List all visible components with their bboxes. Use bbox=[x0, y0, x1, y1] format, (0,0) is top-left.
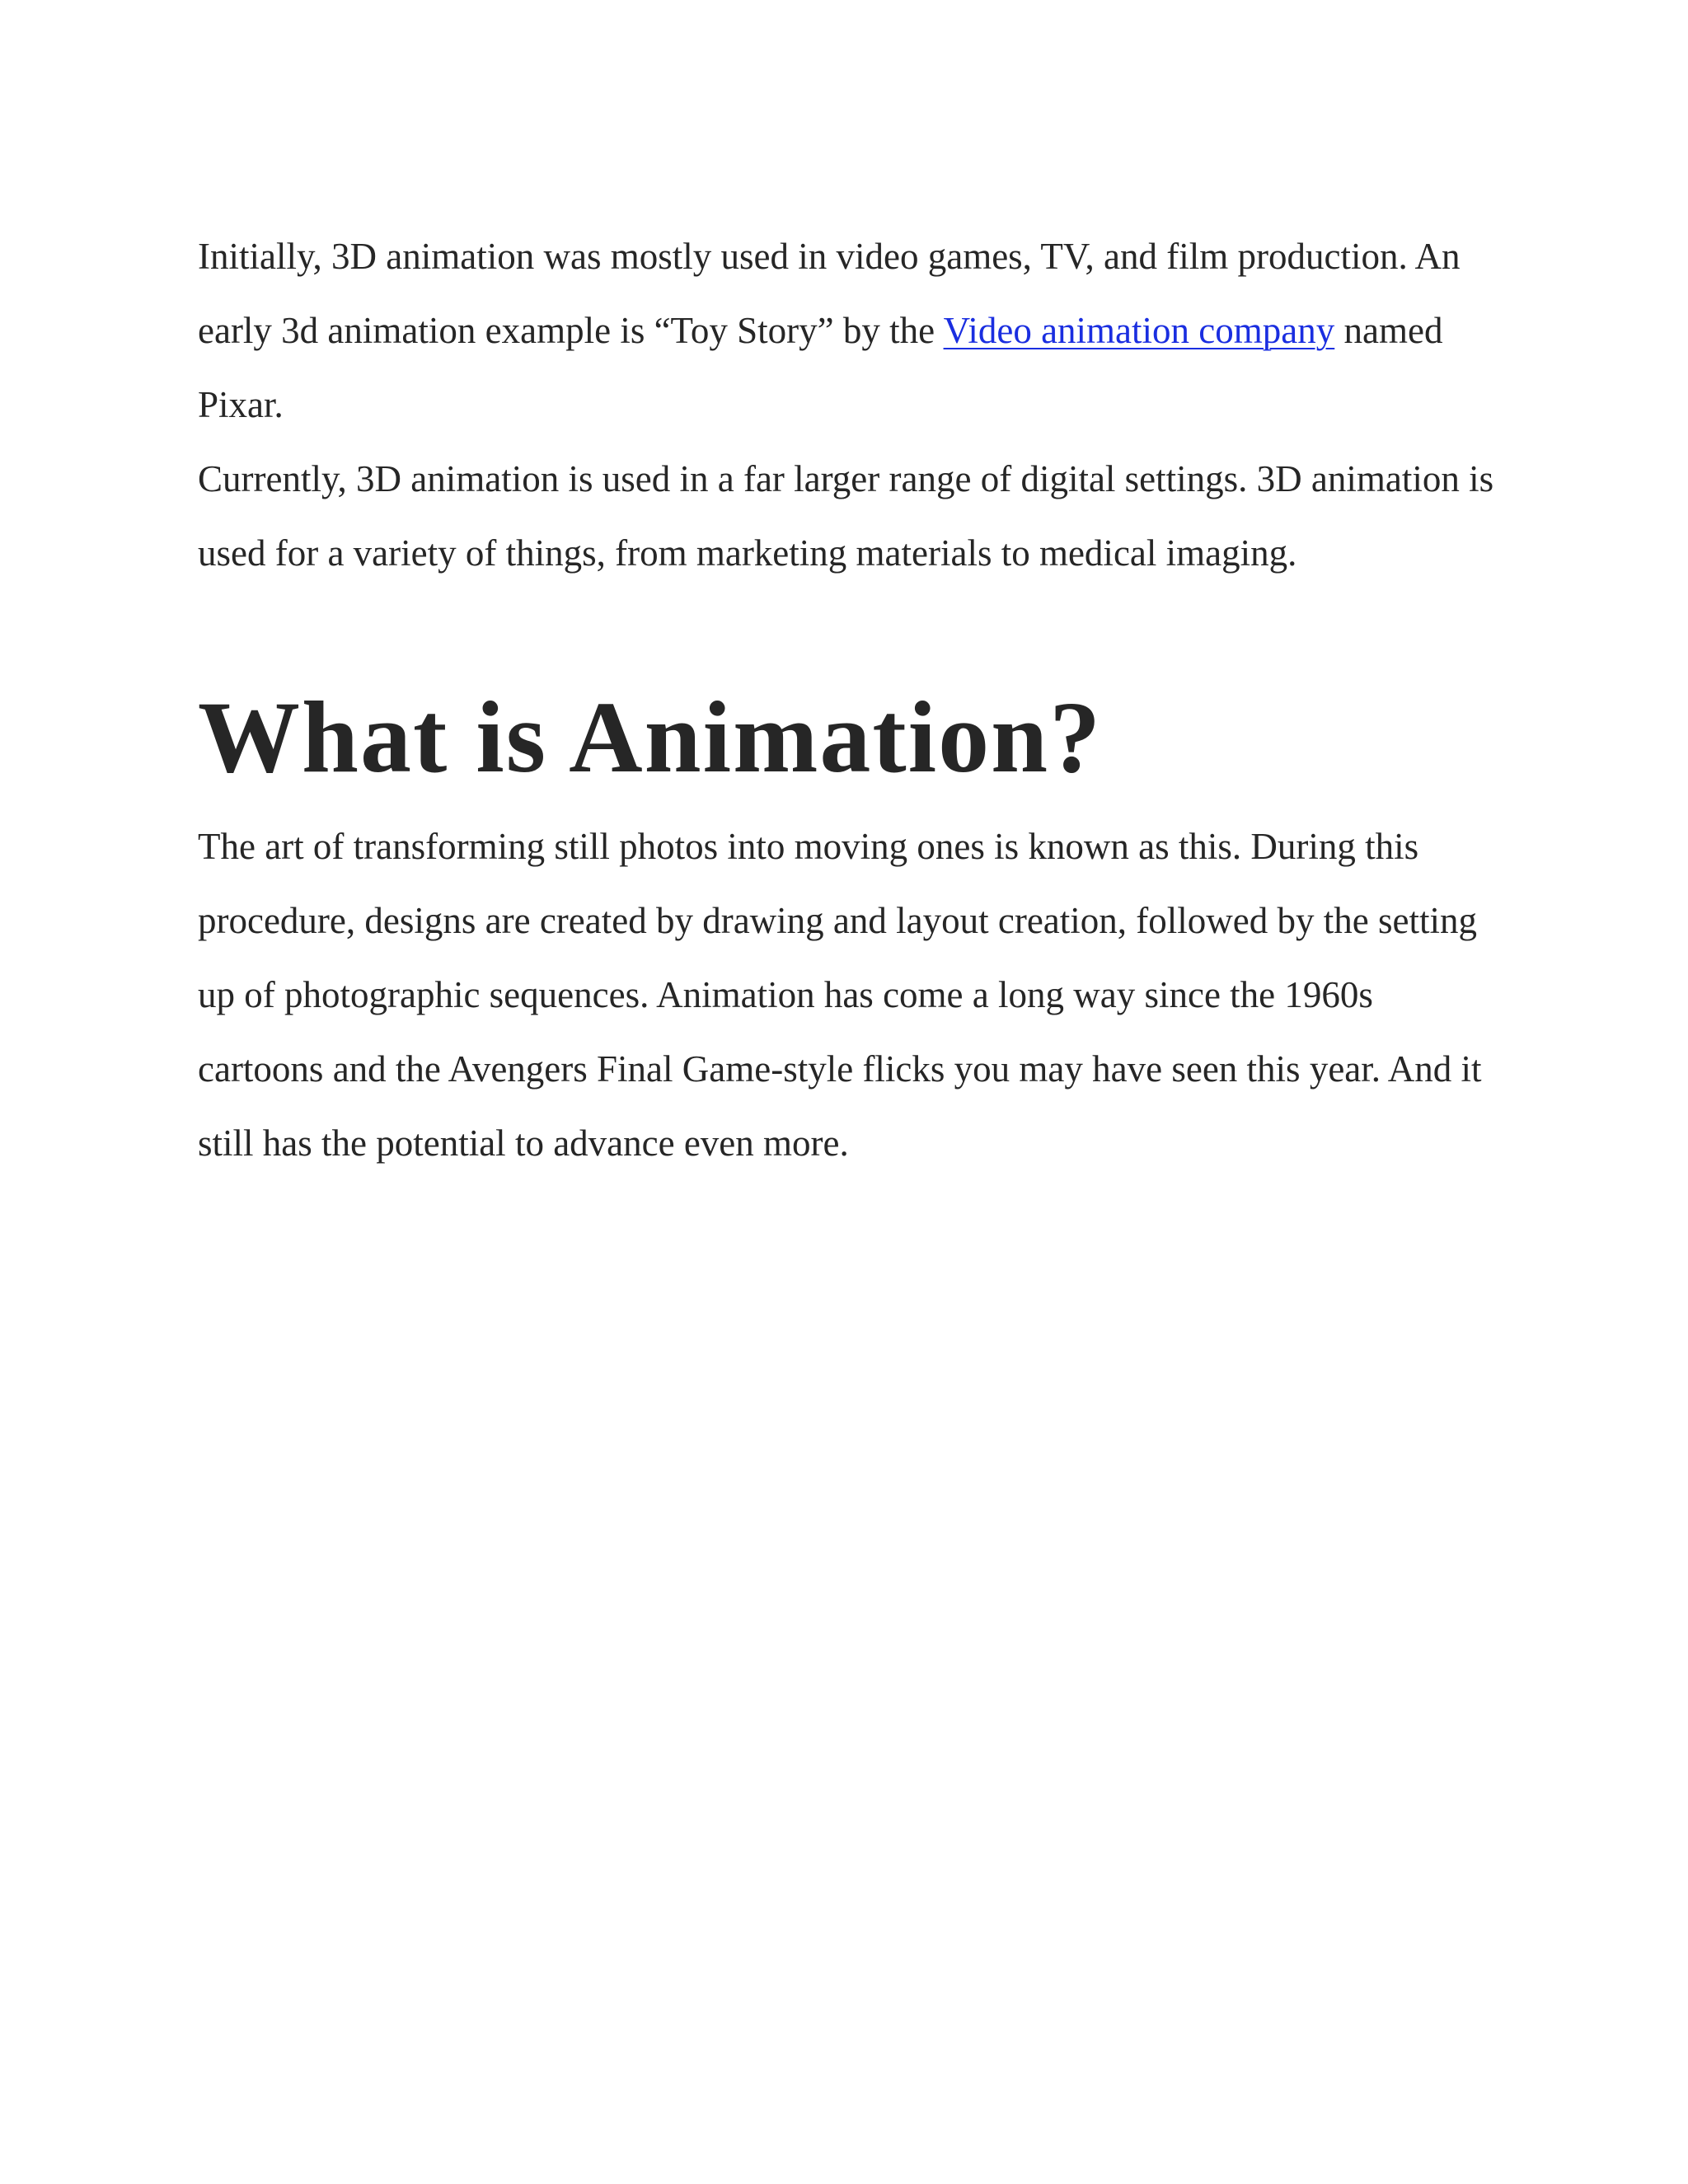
section-paragraph: The art of transforming still photos into moving ones is known as this. During this procedure, designs are created by drawing and layout creation, followed by the setting up of photographic sequences. Animation has come a long way since the 1960s cartoons and the Avengers Final Game-style flicks you may have seen this year. And it still has the potential to advance even more. bbox=[198, 826, 1482, 1164]
video-animation-company-link[interactable]: Video animation company bbox=[943, 310, 1335, 351]
section-heading: What is Animation? bbox=[198, 681, 1103, 794]
intro-paragraph-2: Currently, 3D animation is used in a far larger range of digital settings. 3D animation is used for a variety of things, from marketing materials to medical imaging. bbox=[198, 458, 1494, 574]
intro-paragraph-1 bbox=[198, 219, 1500, 442]
intro-paragraph-1-text-end: named Pixar. bbox=[198, 310, 1443, 425]
document-body bbox=[198, 219, 1500, 1180]
intro-paragraph-1-text-start: Initially, 3D animation was mostly used in video games, TV, and film production. An early 3d animation example is “Toy Story” by the bbox=[198, 236, 1461, 351]
